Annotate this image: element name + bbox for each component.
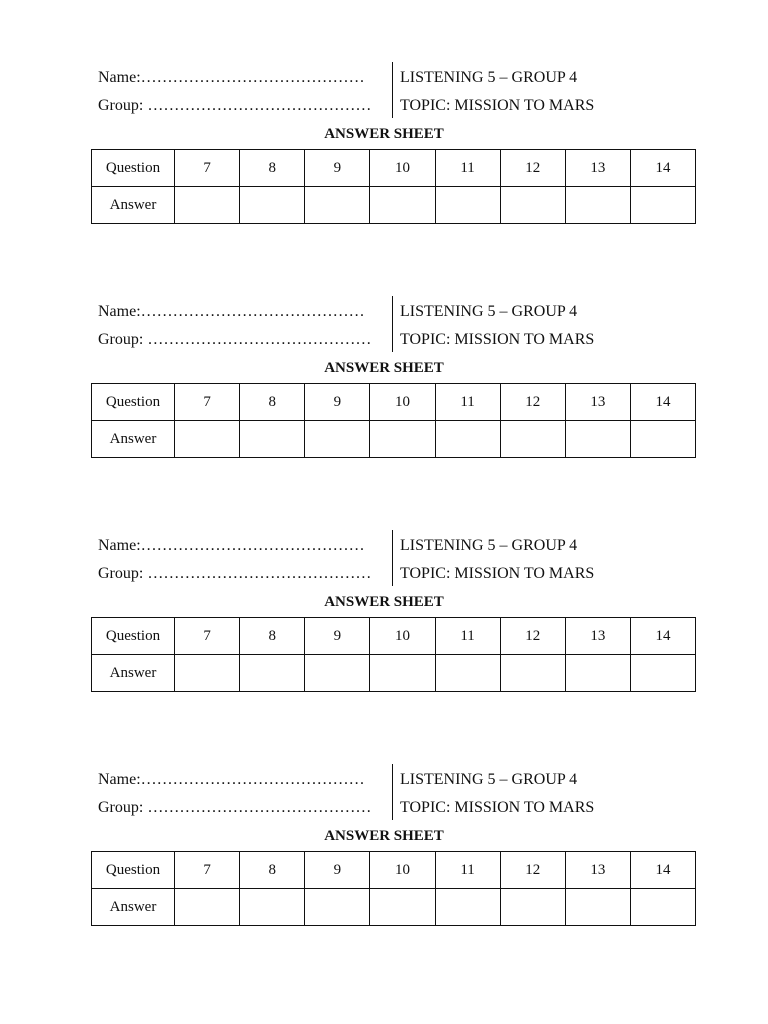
question-number: 14 <box>630 384 695 421</box>
answer-table <box>91 617 696 692</box>
test-info <box>400 768 700 824</box>
divider-line <box>392 296 393 352</box>
answer-cell[interactable] <box>370 187 435 224</box>
answer-sheet-3 <box>0 534 768 734</box>
group-field[interactable]: Group: …………………………………… <box>98 565 372 582</box>
question-number: 11 <box>435 150 500 187</box>
sheet-title: ANSWER SHEET <box>324 594 444 610</box>
answer-cell[interactable] <box>240 421 305 458</box>
question-number: 14 <box>630 852 695 889</box>
name-field[interactable]: Name:…………………………………… <box>98 69 365 86</box>
sheet-title: ANSWER SHEET <box>324 126 444 142</box>
answer-cell[interactable] <box>305 421 370 458</box>
answer-cell[interactable] <box>370 655 435 692</box>
question-row-label: Question <box>92 618 175 655</box>
question-number: 12 <box>500 618 565 655</box>
student-info <box>98 66 388 122</box>
topic-label: TOPIC: MISSION TO MARS <box>400 799 595 816</box>
question-number: 9 <box>305 384 370 421</box>
question-row-label: Question <box>92 384 175 421</box>
question-row <box>92 852 696 889</box>
answer-cell[interactable] <box>630 421 695 458</box>
answer-row <box>92 655 696 692</box>
question-number: 12 <box>500 384 565 421</box>
answer-cell[interactable] <box>435 655 500 692</box>
answer-cell[interactable] <box>565 655 630 692</box>
answer-row <box>92 421 696 458</box>
answer-cell[interactable] <box>175 655 240 692</box>
answer-sheet-2 <box>0 300 768 500</box>
group-field[interactable]: Group: …………………………………… <box>98 799 372 816</box>
answer-cell[interactable] <box>565 187 630 224</box>
answer-cell[interactable] <box>305 655 370 692</box>
answer-cell[interactable] <box>240 655 305 692</box>
question-row-label: Question <box>92 150 175 187</box>
listening-label: LISTENING 5 – GROUP 4 <box>400 771 578 788</box>
question-number: 13 <box>565 150 630 187</box>
answer-cell[interactable] <box>175 187 240 224</box>
question-number: 10 <box>370 852 435 889</box>
name-field[interactable]: Name:…………………………………… <box>98 537 365 554</box>
question-number: 8 <box>240 618 305 655</box>
listening-label: LISTENING 5 – GROUP 4 <box>400 537 578 554</box>
answer-cell[interactable] <box>435 421 500 458</box>
question-number: 9 <box>305 150 370 187</box>
answer-cell[interactable] <box>565 889 630 926</box>
answer-table <box>91 851 696 926</box>
question-number: 11 <box>435 852 500 889</box>
question-number: 10 <box>370 618 435 655</box>
divider-line <box>392 764 393 820</box>
group-field[interactable]: Group: …………………………………… <box>98 331 372 348</box>
answer-sheet-4 <box>0 768 768 968</box>
question-number: 13 <box>565 384 630 421</box>
question-number: 9 <box>305 852 370 889</box>
answer-cell[interactable] <box>630 655 695 692</box>
answer-sheet-1 <box>0 66 768 266</box>
question-number: 14 <box>630 150 695 187</box>
answer-cell[interactable] <box>240 889 305 926</box>
answer-cell[interactable] <box>435 889 500 926</box>
divider-line <box>392 530 393 586</box>
answer-cell[interactable] <box>500 421 565 458</box>
name-field[interactable]: Name:…………………………………… <box>98 771 365 788</box>
answer-row <box>92 889 696 926</box>
sheet-title: ANSWER SHEET <box>324 360 444 376</box>
question-number: 12 <box>500 852 565 889</box>
question-row <box>92 150 696 187</box>
answer-row-label: Answer <box>92 421 175 458</box>
question-number: 7 <box>175 384 240 421</box>
student-info <box>98 534 388 590</box>
answer-row-label: Answer <box>92 187 175 224</box>
listening-label: LISTENING 5 – GROUP 4 <box>400 69 578 86</box>
question-number: 8 <box>240 852 305 889</box>
answer-cell[interactable] <box>565 421 630 458</box>
answer-cell[interactable] <box>500 187 565 224</box>
question-row-label: Question <box>92 852 175 889</box>
answer-row-label: Answer <box>92 889 175 926</box>
test-info <box>400 300 700 356</box>
question-number: 8 <box>240 150 305 187</box>
answer-cell[interactable] <box>435 187 500 224</box>
question-row <box>92 618 696 655</box>
answer-cell[interactable] <box>630 187 695 224</box>
question-number: 7 <box>175 852 240 889</box>
topic-label: TOPIC: MISSION TO MARS <box>400 97 595 114</box>
question-number: 7 <box>175 150 240 187</box>
answer-cell[interactable] <box>370 889 435 926</box>
name-field[interactable]: Name:…………………………………… <box>98 303 365 320</box>
answer-cell[interactable] <box>630 889 695 926</box>
question-number: 8 <box>240 384 305 421</box>
question-number: 7 <box>175 618 240 655</box>
question-number: 13 <box>565 618 630 655</box>
question-number: 13 <box>565 852 630 889</box>
topic-label: TOPIC: MISSION TO MARS <box>400 565 595 582</box>
listening-label: LISTENING 5 – GROUP 4 <box>400 303 578 320</box>
group-field[interactable]: Group: …………………………………… <box>98 97 372 114</box>
question-number: 12 <box>500 150 565 187</box>
question-number: 14 <box>630 618 695 655</box>
question-number: 10 <box>370 384 435 421</box>
answer-table <box>91 383 696 458</box>
question-number: 10 <box>370 150 435 187</box>
test-info <box>400 66 700 122</box>
answer-row-label: Answer <box>92 655 175 692</box>
question-row <box>92 384 696 421</box>
divider-line <box>392 62 393 118</box>
answer-cell[interactable] <box>305 889 370 926</box>
question-number: 9 <box>305 618 370 655</box>
answer-cell[interactable] <box>175 889 240 926</box>
test-info <box>400 534 700 590</box>
answer-cell[interactable] <box>240 187 305 224</box>
student-info <box>98 300 388 356</box>
answer-cell[interactable] <box>305 187 370 224</box>
answer-cell[interactable] <box>175 421 240 458</box>
answer-cell[interactable] <box>500 655 565 692</box>
answer-table <box>91 149 696 224</box>
answer-cell[interactable] <box>500 889 565 926</box>
student-info <box>98 768 388 824</box>
question-number: 11 <box>435 384 500 421</box>
question-number: 11 <box>435 618 500 655</box>
answer-row <box>92 187 696 224</box>
answer-cell[interactable] <box>370 421 435 458</box>
sheet-title: ANSWER SHEET <box>324 828 444 844</box>
topic-label: TOPIC: MISSION TO MARS <box>400 331 595 348</box>
